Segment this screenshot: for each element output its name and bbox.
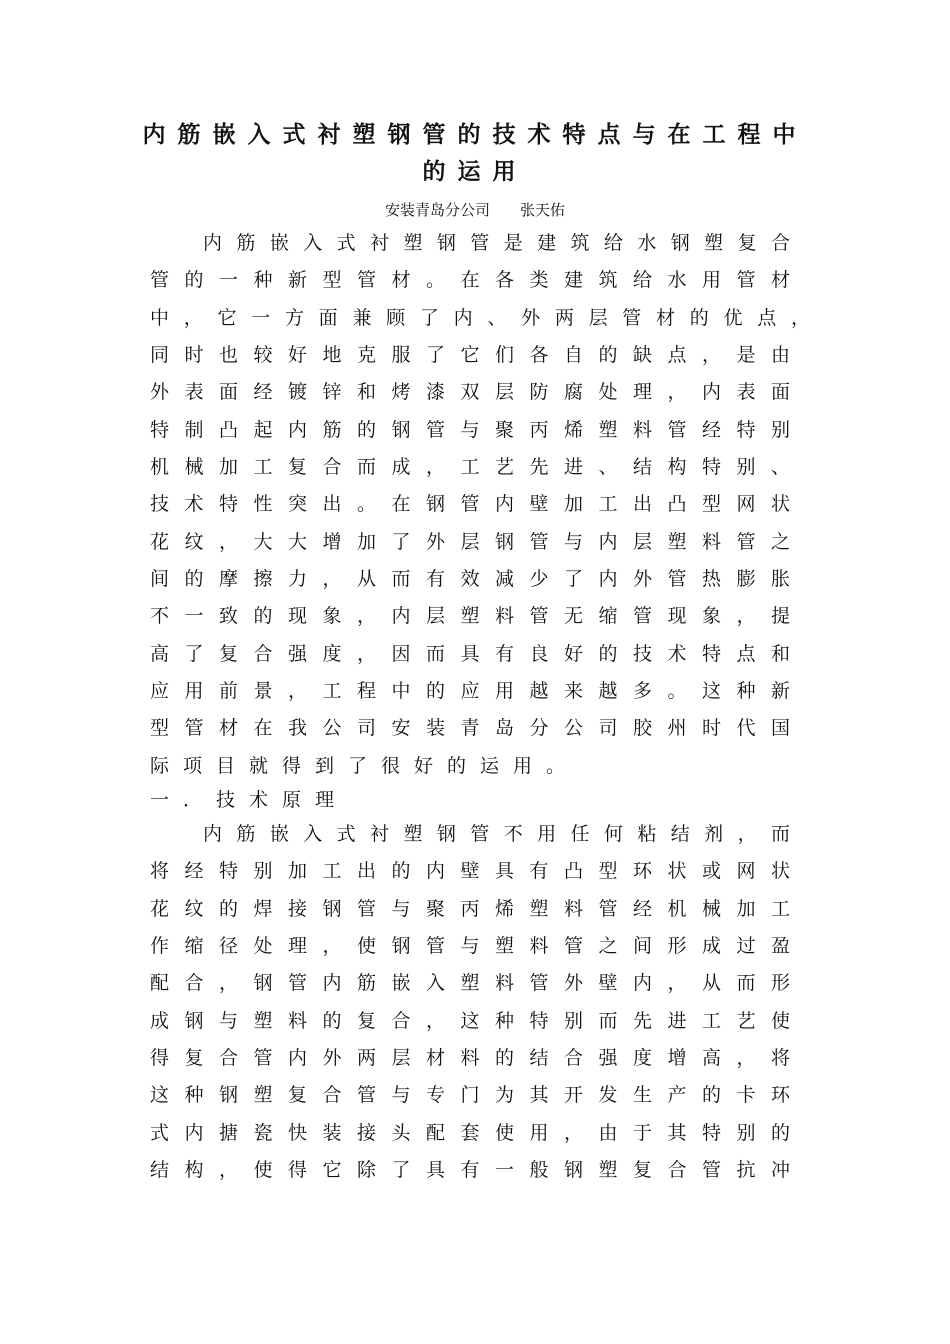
paragraph-line: 机械加工复合而成，工艺先进、结构特别、 (150, 456, 790, 478)
section-heading: 一．技术原理 (150, 789, 349, 811)
paragraph-line: 这种钢塑复合管与专门为其开发生产的卡环 (150, 1084, 790, 1106)
paragraph-line: 花纹，大大增加了外层钢管与内层塑料管之 (150, 531, 790, 553)
paragraph-line: 型管材在我公司安装青岛分公司胶州时代国 (150, 717, 790, 739)
document-title-line-1: 内筋嵌入式衬塑钢管的技术特点与在工程中 (142, 121, 808, 148)
paragraph-line: 式内搪瓷快装接头配套使用，由于其特别的 (150, 1122, 790, 1144)
author-name: 张天佑 (520, 201, 566, 219)
paragraph-line: 不一致的现象，内层塑料管无缩管现象，提 (150, 605, 790, 627)
paragraph-line: 结构，使得它除了具有一般钢塑复合管抗冲 (150, 1159, 790, 1181)
paragraph-line: 作缩径处理，使钢管与塑料管之间形成过盈 (150, 935, 790, 957)
paragraph-line: 外表面经镀锌和烤漆双层防腐处理，内表面 (150, 381, 790, 403)
paragraph-line: 技术特性突出。在钢管内壁加工出凸型网状 (150, 493, 790, 515)
paragraph-line: 管的一种新型管材。在各类建筑给水用管材 (150, 269, 790, 291)
paragraph-line: 将经特别加工出的内壁具有凸型环状或网状 (150, 860, 790, 882)
paragraph-line: 内筋嵌入式衬塑钢管不用任何粘结剂，而 (203, 823, 790, 845)
paragraph-line: 花纹的焊接钢管与聚丙烯塑料管经机械加工 (150, 898, 790, 920)
paragraph-line: 得复合管内外两层材料的结合强度增高，将 (150, 1047, 790, 1069)
paragraph-line: 应用前景，工程中的应用越来越多。这种新 (150, 680, 790, 702)
paragraph-line: 同时也较好地克服了它们各自的缺点，是由 (150, 344, 790, 366)
paragraph-line: 高了复合强度，因而具有良好的技术特点和 (150, 643, 790, 665)
paragraph-line: 内筋嵌入式衬塑钢管是建筑给水钢塑复合 (203, 232, 790, 254)
document-title-line-2: 的运用 (422, 158, 528, 185)
author-line (0, 200, 950, 220)
paragraph-line: 成钢与塑料的复合，这种特别而先进工艺使 (150, 1010, 790, 1032)
paragraph-line: 际项目就得到了很好的运用。 (150, 755, 580, 777)
paragraph-line: 中，它一方面兼顾了内、外两层管材的优点， (150, 307, 810, 329)
paragraph-line: 配合，钢管内筋嵌入塑料管外壁内，从而形 (150, 972, 790, 994)
paragraph-line: 特制凸起内筋的钢管与聚丙烯塑料管经特别 (150, 419, 790, 441)
author-organization: 安装青岛分公司 (384, 201, 490, 219)
paragraph-line: 间的摩擦力，从而有效减少了内外管热膨胀 (150, 568, 790, 590)
